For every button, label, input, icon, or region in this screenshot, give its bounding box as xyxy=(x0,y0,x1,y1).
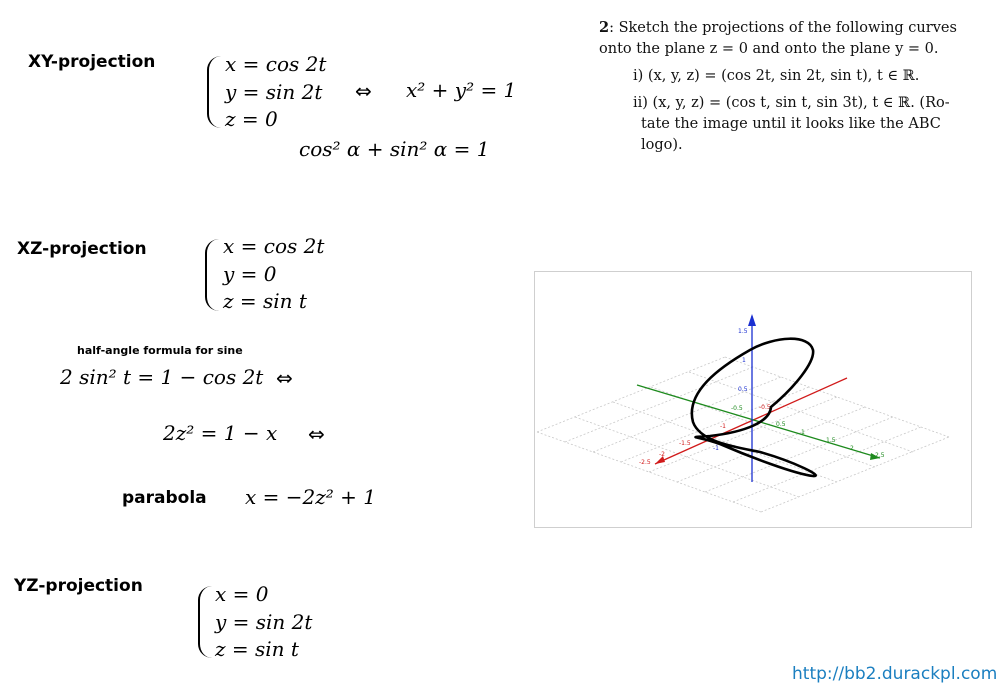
tick-label: 0.5 xyxy=(738,386,748,393)
z-axis-arrowhead xyxy=(748,314,756,326)
yz-eq-x: x = 0 xyxy=(215,582,269,606)
tick-label: -1 xyxy=(713,445,719,452)
tick-label: -2.5 xyxy=(639,459,651,466)
xz-eq-x: x = cos 2t xyxy=(223,234,325,258)
tick-label: -2 xyxy=(659,451,665,458)
problem-item-ii-line3: logo). xyxy=(641,137,683,153)
yz-projection-heading: YZ-projection xyxy=(14,576,143,596)
tick-label: 0.5 xyxy=(776,421,786,428)
footer-url-link[interactable]: http://bb2.durackpl.com xyxy=(792,664,998,684)
xy-projection-heading: XY-projection xyxy=(28,52,156,72)
problem-item-ii-line1: ii) (x, y, z) = (cos t, sin t, sin 3t), t ∈ ℝ. (Ro- xyxy=(633,95,950,111)
tick-label: 1.5 xyxy=(738,328,748,335)
grid-plane xyxy=(537,357,949,512)
tick-label: 1 xyxy=(742,357,746,364)
xz-projection-heading: XZ-projection xyxy=(17,239,147,259)
problem-statement xyxy=(599,17,957,156)
tick-label: 1.5 xyxy=(826,437,836,444)
tick-label: 1 xyxy=(801,429,805,436)
xy-system-brace xyxy=(207,56,221,128)
xy-circle-equation: x² + y² = 1 xyxy=(406,78,517,102)
xz-eq-y: y = 0 xyxy=(223,262,277,286)
tick-label: -1.5 xyxy=(679,440,691,447)
problem-number: 2 xyxy=(599,19,610,36)
half-angle-formula: 2 sin² t = 1 − cos 2t xyxy=(60,365,264,389)
xy-eq-y: y = sin 2t xyxy=(225,80,323,104)
problem-item-ii-line2: tate the image until it looks like the ABC xyxy=(641,116,941,132)
half-angle-equivalence-arrow: ⇔ xyxy=(276,366,293,390)
tick-label: 2.5 xyxy=(875,452,885,459)
parabola-equation: x = −2z² + 1 xyxy=(245,485,376,509)
step-equivalence-arrow: ⇔ xyxy=(308,422,325,446)
tick-label: 2 xyxy=(850,445,854,452)
xy-pythagorean-identity: cos² α + sin² α = 1 xyxy=(299,137,490,161)
problem-intro-a: : Sketch the projections of the following curves xyxy=(609,20,957,36)
half-angle-label: half-angle formula for sine xyxy=(77,344,243,357)
xz-system-brace xyxy=(205,239,219,311)
yz-eq-y: y = sin 2t xyxy=(215,610,313,634)
xy-equivalence-arrow: ⇔ xyxy=(355,79,372,103)
tick-label: -0.5 xyxy=(759,404,771,411)
tick-label: -0.5 xyxy=(731,405,743,412)
plot-svg xyxy=(535,272,971,527)
tick-label: -1 xyxy=(720,423,726,430)
problem-item-i: i) (x, y, z) = (cos 2t, sin 2t, sin t), t ∈ ℝ. xyxy=(633,68,920,84)
yz-system-brace xyxy=(198,586,212,658)
problem-intro-line2: onto the plane z = 0 and onto the plane y = 0. xyxy=(599,41,939,57)
curve-3d-plot xyxy=(534,271,972,528)
xz-substitution-step: 2z² = 1 − x xyxy=(163,421,278,445)
xy-eq-x: x = cos 2t xyxy=(225,52,327,76)
problem-intro-line1 xyxy=(599,17,957,39)
xz-eq-z: z = sin t xyxy=(223,289,307,313)
yz-eq-z: z = sin t xyxy=(215,637,299,661)
xy-eq-z: z = 0 xyxy=(225,107,278,131)
parabola-label: parabola xyxy=(122,488,207,508)
